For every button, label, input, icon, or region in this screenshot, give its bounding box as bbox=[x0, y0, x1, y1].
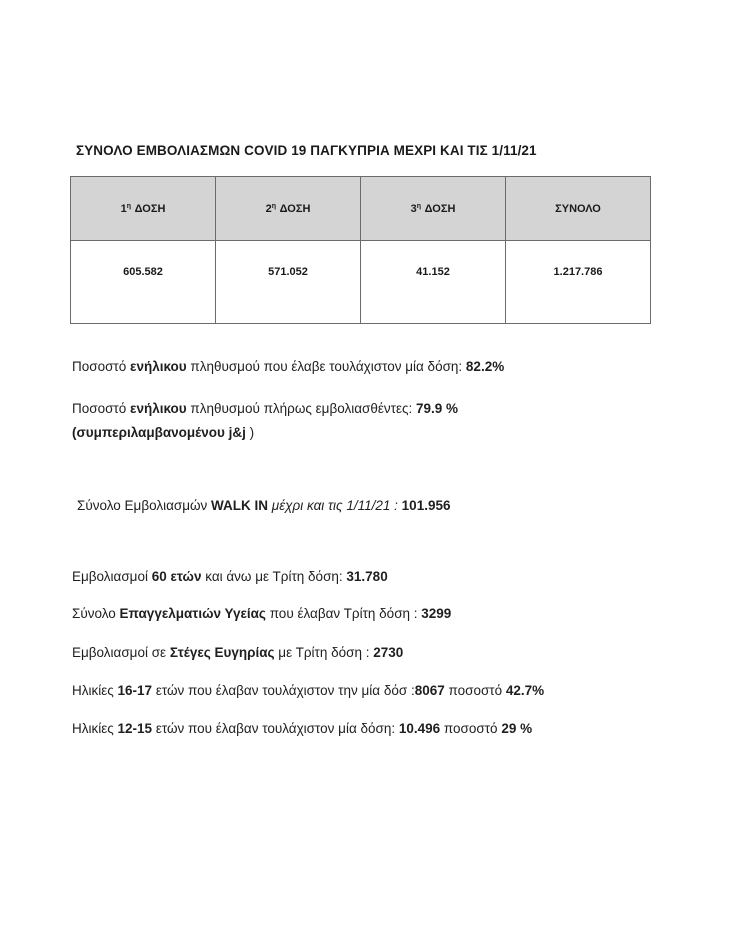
second-dose-value: 571.052 bbox=[216, 241, 361, 324]
age-60-third-dose-line: Εμβολιασμοί 60 ετών και άνω με Τρίτη δόση: 31.780 bbox=[72, 569, 388, 584]
age-16-17-line: Ηλικίες 16-17 ετών που έλαβαν τουλάχιστον την μία δόσ :8067 ποσοστό 42.7% bbox=[72, 683, 545, 698]
document-title: ΣΥΝΟΛΟ ΕΜΒΟΛΙΑΣΜΩΝ COVID 19 ΠΑΓΚΥΠΡΙΑ ΜΕΧΡΙ ΚΑΙ ΤΙΣ 1/11/21 bbox=[76, 143, 537, 158]
health-workers-line: Σύνολο Επαγγελματιών Υγείας που έλαβαν Τρίτη δόση : 3299 bbox=[72, 606, 452, 621]
adult-first-dose-line: Ποσοστό ενήλικου πληθυσμού που έλαβε τουλάχιστον μία δόση: 82.2% bbox=[72, 359, 505, 374]
header-second-dose: $2^\eta$ ΔΟΣΗ bbox=[216, 177, 361, 241]
header-total: ΣΥΝΟΛΟ bbox=[506, 177, 651, 241]
header-third-dose: $3^\eta$ ΔΟΣΗ bbox=[361, 177, 506, 241]
adult-fully-vaccinated-line: Ποσοστό ενήλικου πληθυσμού πλήρως εμβολιασθέντες: 79.9 % bbox=[72, 401, 459, 416]
header-first-dose: $1^\eta$ ΔΟΣΗ bbox=[71, 177, 216, 241]
total-value: 1.217.786 bbox=[506, 241, 651, 324]
first-dose-value: 605.582 bbox=[71, 241, 216, 324]
table-header-row bbox=[71, 177, 651, 241]
walk-in-line: Σύνολο Εμβολιασμών WALK IN μέχρι και τις 1/11/21 : 101.956 bbox=[77, 498, 451, 513]
table-row bbox=[71, 241, 651, 324]
third-dose-value: 41.152 bbox=[361, 241, 506, 324]
elderly-homes-line: Εμβολιασμοί σε Στέγες Ευγηρίας με Τρίτη δόση : 2730 bbox=[72, 645, 404, 660]
age-12-15-line: Ηλικίες 12-15 ετών που έλαβαν τουλάχιστον μία δόση: 10.496 ποσοστό 29 % bbox=[72, 721, 533, 736]
adult-fully-vaccinated-note: (συμπεριλαμβανομένου j&j ) bbox=[72, 425, 255, 440]
vaccination-table bbox=[70, 176, 651, 324]
